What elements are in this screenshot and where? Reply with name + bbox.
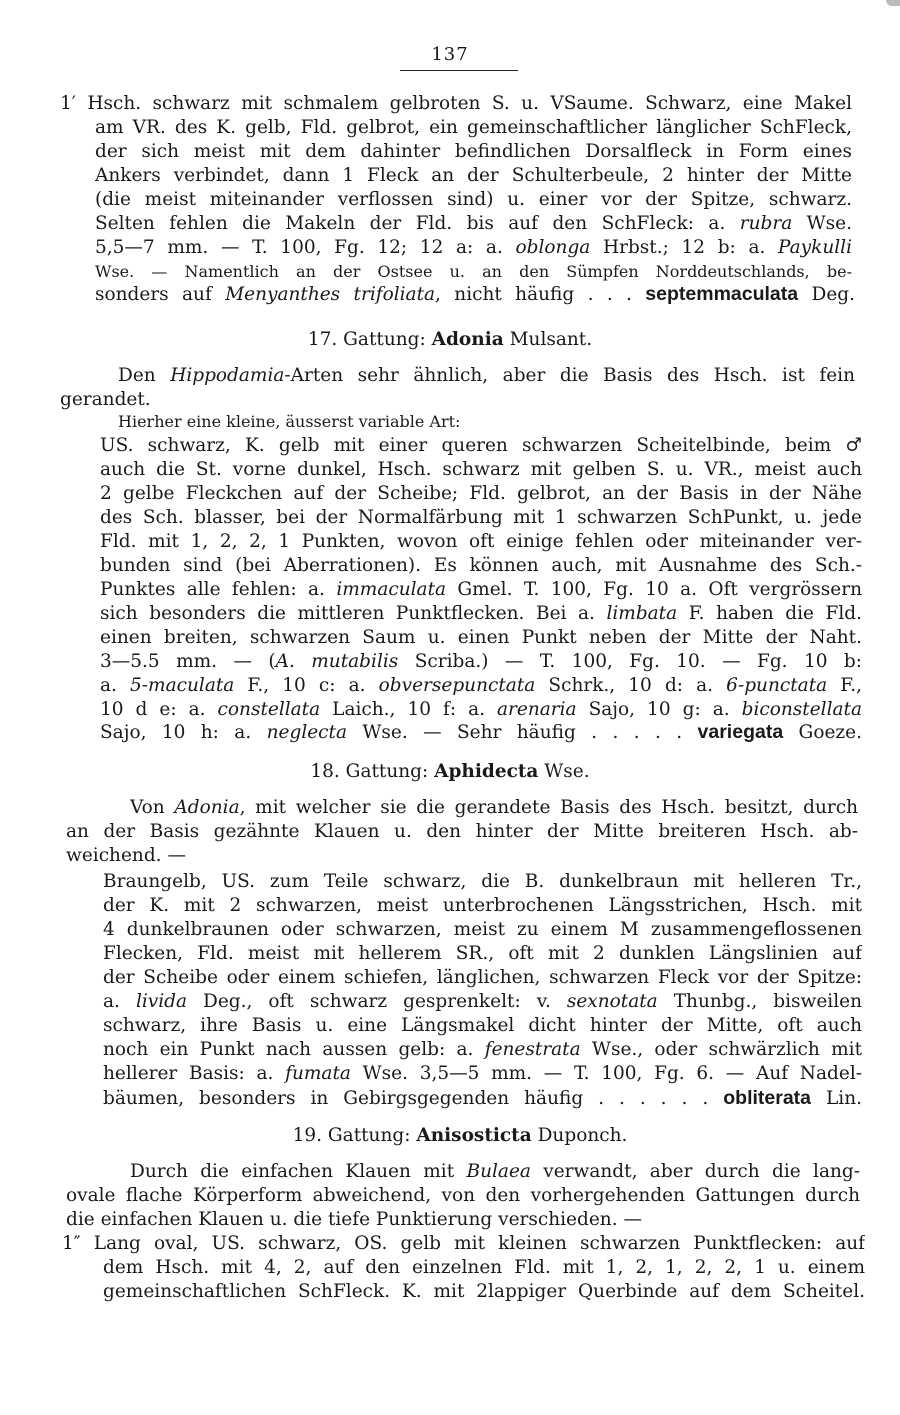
text-line [100,602,862,626]
italic-term: 5-maculata [130,675,235,696]
text-line [95,260,852,284]
genus-heading [0,328,900,352]
text-run: , nicht häufig . . . [435,284,646,305]
italic-term: limbata [606,603,678,624]
text-run: Goeze. [783,722,862,743]
text-line [103,1038,862,1062]
text-run: Deg. [798,284,855,305]
text-line [103,1062,862,1086]
text-run: (die meist miteinander verflossen sind) u. einer vor der Spitze, schwarz. [95,189,852,210]
genus-name: Anisosticta [416,1125,532,1146]
italic-term: Menyanthes trifoliata [225,284,436,305]
text-run: 5,5—7 mm. — T. 100, Fg. 12; 12 a: a. [95,237,516,258]
text-run: Fld. mit 1, 2, 2, 1 Punkten, wovon oft einige fehlen oder miteinander ver- [100,531,862,552]
text-line [130,1160,860,1184]
text-line [103,1086,862,1110]
text-line [66,1184,860,1208]
italic-term: fenestrata [484,1039,581,1060]
italic-term: Paykulli [778,237,852,258]
italic-term: Adonia [174,797,240,818]
text-run: Braungelb, US. zum Teile schwarz, die B. dunkelbraun mit helleren Tr., [103,871,862,892]
genus-name: Adonia [431,329,504,350]
text-line [100,554,862,578]
italic-term: Bulaea [466,1161,531,1182]
text-line [103,894,862,918]
text-run: des Sch. blasser, bei der Normalfärbung mit 1 schwarzen SchPunkt, u. jede [100,507,862,528]
species-name: variegata [697,721,784,743]
text-line [62,1232,865,1256]
italic-term: oblonga [515,237,591,258]
text-run: ovale flache Körperform abweichend, von den vorhergehenden Gattungen durch [66,1185,860,1206]
text-run: 17. Gattung: [307,329,432,350]
text-run: verwandt, aber durch die lang- [530,1161,860,1182]
text-line [100,674,862,698]
text-run: Punktes alle fehlen: a. [100,579,337,600]
text-line [95,116,852,140]
italic-term: immaculata [336,579,447,600]
text-run: Wse. — Sehr häufig . . . . . [347,722,698,743]
text-run: noch ein Punkt nach aussen gelb: a. [103,1039,485,1060]
text-line [118,364,855,388]
italic-term: livida [135,991,188,1012]
text-run: sich besonders die mittleren Punktflecken. Bei a. [100,603,607,624]
text-run: Scriba.) — T. 100, Fg. 10. — Fg. 10 b: [398,651,862,672]
text-run: schwarz, ihre Basis u. eine Längsmakel dicht hinter der Mitte, oft auch [103,1015,862,1036]
text-run: Durch die einfachen Klauen mit [130,1161,467,1182]
text-line [103,1014,862,1038]
italic-term: arenaria [497,699,577,720]
text-run: Deg., oft schwarz gesprenkelt: v. [187,991,567,1012]
text-run: -Arten sehr ähnlich, aber die Basis des Hsch. ist fein [284,365,855,386]
text-run: Wse. — Namentlich an der Ostsee u. an den Sümpfen Norddeutschlands, be- [95,262,852,281]
text-line [100,434,862,458]
text-run: der Scheibe oder einem schiefen, länglichen, schwarzen Fleck vor der Spitze: [103,967,862,988]
italic-term: 6-punctata [726,675,828,696]
page-number: 137 [431,44,469,65]
species-name: septemmaculata [645,283,799,305]
text-line [66,820,858,844]
text-line [100,530,862,554]
text-run: Hierher eine kleine, äusserst variable Art: [118,412,461,431]
text-line [103,870,862,894]
text-line [100,578,862,602]
italic-term: neglecta [266,722,348,743]
text-run: US. schwarz, K. gelb mit einer queren schwarzen Scheitelbinde, beim ♂ [100,435,862,456]
text-run: Thunbg., bisweilen [657,991,862,1012]
text-run: 19. Gattung: [292,1125,417,1146]
text-line [103,990,862,1014]
text-run: F. haben die Fld. [677,603,862,624]
text-line [103,966,862,990]
text-line [95,164,852,188]
text-run: Wse., oder schwärzlich mit [580,1039,862,1060]
italic-term: fumata [285,1063,351,1084]
text-run: 1″ Lang oval, US. schwarz, OS. gelb mit kleinen schwarzen Punktflecken: auf [62,1233,865,1254]
text-line [95,140,852,164]
text-run: Laich., 10 f: a. [320,699,498,720]
text-line [95,188,852,212]
text-line [95,236,852,260]
text-run: a. [100,675,131,696]
text-line [95,282,855,306]
text-run: Flecken, Fld. meist mit hellerem SR., oft mit 2 dunklen Längslinien auf [103,943,862,964]
text-line [60,388,300,412]
text-run: Schrk., 10 d: a. [535,675,727,696]
text-run: Selten fehlen die Makeln der Fld. bis auf den SchFleck: a. [95,213,740,234]
italic-term: constellata [217,699,321,720]
text-run: Mulsant. [503,329,593,350]
italic-term: obversepunctata [378,675,536,696]
genus-name: Aphidecta [434,761,539,782]
text-line [66,1208,720,1232]
text-line [60,92,852,116]
text-run: F., 10 c: a. [234,675,379,696]
text-run: 10 d e: a. [100,699,218,720]
text-line [118,410,600,434]
text-run: F., [827,675,862,696]
text-run: Wse. 3,5—5 mm. — T. 100, Fg. 6. — Auf Nadel- [350,1063,862,1084]
text-run: gerandet. [60,389,151,410]
text-line [103,918,862,942]
text-run: 2 gelbe Fleckchen auf der Scheibe; Fld. gelbrot, an der Basis in der Nähe [100,483,862,504]
text-run: bäumen, besonders in Gebirgsgegenden häufig . . . . . . [103,1088,724,1109]
italic-term: sexnotata [566,991,658,1012]
text-run: der K. mit 2 schwarzen, meist unterbrochenen Längsstrichen, Hsch. mit [103,895,862,916]
text-run: Wse. [538,761,590,782]
text-run: Von [130,797,175,818]
text-line [103,1256,865,1280]
text-run: weichend. — [66,845,186,866]
text-run: hellerer Basis: a. [103,1063,286,1084]
text-line [100,698,862,722]
text-run: a. [103,991,136,1012]
text-run: 4 dunkelbraunen oder schwarzen, meist zu einem M zusammengeflossenen [103,919,862,940]
text-line [100,720,862,744]
text-run: sonders auf [95,284,226,305]
text-run: am VR. des K. gelb, Fld. gelbrot, ein gemeinschaftlicher länglicher SchFleck, [95,117,852,138]
text-run: 18. Gattung: [310,761,435,782]
text-run: bunden sind (bei Aberrationen). Es können auch, mit Ausnahme des Sch.- [100,555,862,576]
text-line [130,796,858,820]
scan-corner-mark [886,0,900,6]
text-run: dem Hsch. mit 4, 2, auf den einzelnen Fld. mit 1, 2, 1, 2, 2, 1 u. einem [103,1257,865,1278]
text-run: die einfachen Klauen u. die tiefe Punktierung verschieden. — [66,1209,642,1230]
text-line [100,458,862,482]
text-run: Ankers verbindet, dann 1 Fleck an der Schulterbeule, 2 hinter der Mitte [95,165,852,186]
text-run: der sich meist mit dem dahinter befindlichen Dorsalfleck in Form eines [95,141,852,162]
text-run: Duponch. [531,1125,628,1146]
genus-heading [0,760,900,784]
text-run: Hrbst.; 12 b: a. [590,237,779,258]
text-run: , mit welcher sie die gerandete Basis des Hsch. besitzt, durch [239,797,858,818]
text-run: 3—5.5 mm. — ( [100,651,276,672]
text-line [95,212,852,236]
text-run: 1′ Hsch. schwarz mit schmalem gelbroten S. u. VSaume. Schwarz, eine Makel [60,93,852,114]
text-run: Sajo, 10 h: a. [100,722,267,743]
species-name: obliterata [723,1087,812,1109]
text-line [66,844,250,868]
italic-term: A. mutabilis [275,651,399,672]
text-run: gemeinschaftlichen SchFleck. K. mit 2lappiger Querbinde auf dem Scheitel. [103,1281,865,1302]
text-run: an der Basis gezähnte Klauen u. den hinter der Mitte breiteren Hsch. ab- [66,821,858,842]
text-run: Lin. [811,1088,862,1109]
text-run: Wse. [792,213,852,234]
header-rule [400,70,518,71]
italic-term: Hippodamia [170,365,285,386]
text-run: Gmel. T. 100, Fg. 10 a. Oft vergrössern [446,579,862,600]
text-run: Sajo, 10 g: a. [576,699,742,720]
text-run: einen breiten, schwarzen Saum u. einen Punkt neben der Mitte der Naht. [100,627,862,648]
text-line [100,626,862,650]
italic-term: biconstellata [741,699,862,720]
text-line [100,650,862,674]
italic-term: rubra [739,213,793,234]
text-run: Den [118,365,171,386]
text-line [100,506,862,530]
genus-heading [0,1124,900,1148]
text-line [103,1280,865,1304]
text-run: auch die St. vorne dunkel, Hsch. schwarz mit gelben S. u. VR., meist auch [100,459,862,480]
text-line [100,482,862,506]
text-line [103,942,862,966]
